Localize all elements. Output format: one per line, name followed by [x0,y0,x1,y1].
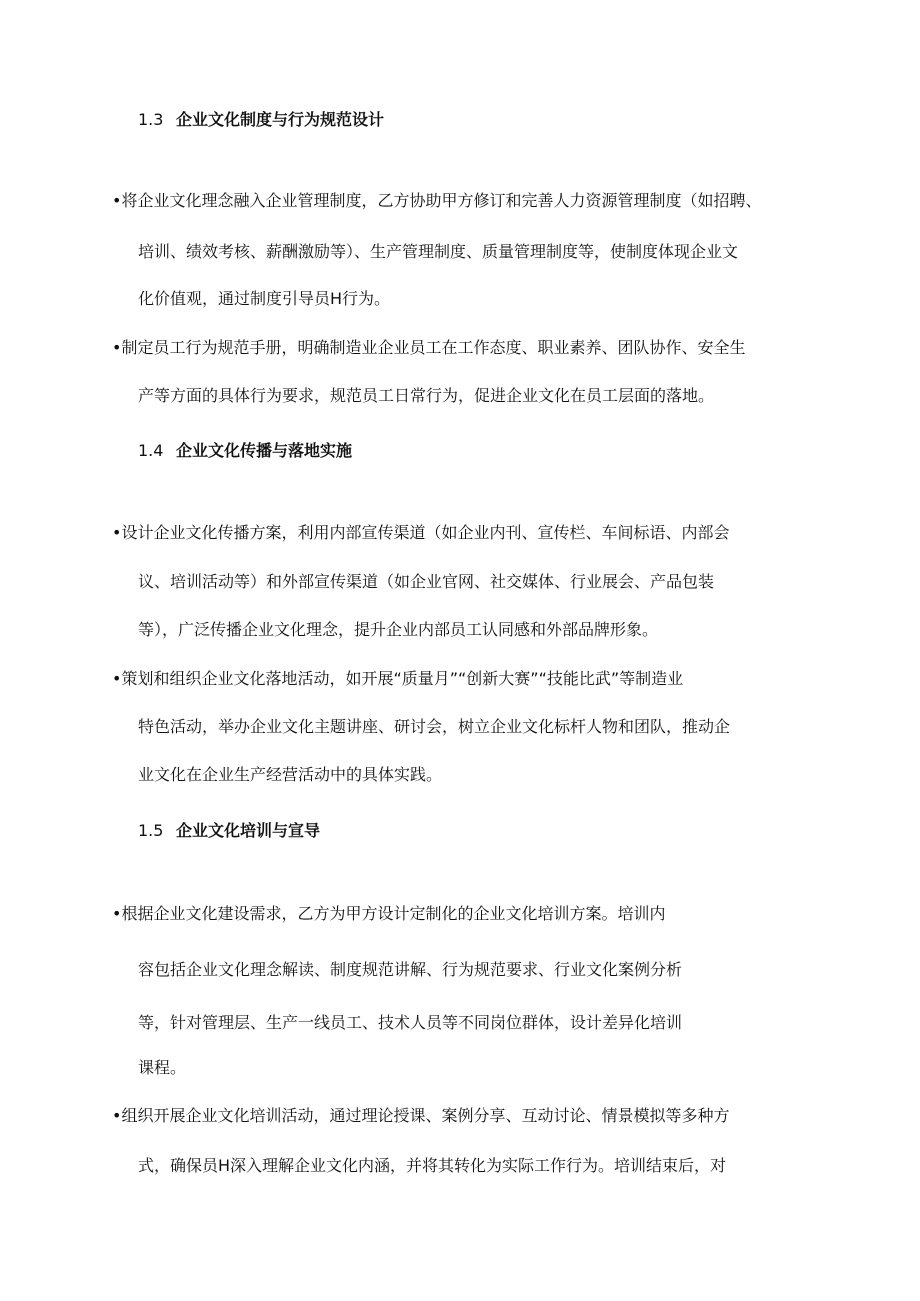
paragraph-line: 业文化在企业生产经营活动中的具体实践。 [138,765,443,784]
paragraph-line: 容包括企业文化理念解读、制度规范讲解、行为规范要求、行业文化案例分析 [138,960,683,979]
paragraph-line: 议、培训活动等）和外部宣传渠道（如企业官网、社交媒体、行业展会、产品包装 [138,572,715,591]
paragraph-line: •组织开展企业文化培训活动，通过理论授课、案例分享、互动讨论、情景模拟等多种方 [112,1106,730,1125]
paragraph-line: 课程。 [138,1058,187,1077]
paragraph-line: 式，确保员H深入理解企业文化内涵，并将其转化为实际工作行为。培训结束后，对 [138,1156,727,1175]
paragraph-line: 等），广泛传播企业文化理念，提升企业内部员工认同感和外部品牌形象。 [138,620,659,639]
section-heading-1-4 [138,438,352,461]
paragraph-line: 产等方面的具体行为要求，规范员工日常行为，促进企业文化在员工层面的落地。 [138,386,715,405]
paragraph-line: •设计企业文化传播方案，利用内部宣传渠道（如企业内刊、宣传栏、车间标语、内部会 [112,523,730,542]
paragraph-line: 化价值观，通过制度引导员H行为。 [138,289,391,308]
paragraph-line: •将企业文化理念融入企业管理制度，乙方协助甲方修订和完善人力资源管理制度（如招聘、 [112,191,762,210]
section-heading-1-5 [138,818,320,841]
paragraph-line: •根据企业文化建设需求，乙方为甲方设计定制化的企业文化培训方案。培训内 [112,904,666,923]
paragraph-line: 培训、绩效考核、薪酬激励等）、生产管理制度、质量管理制度等，使制度体现企业文 [138,242,739,261]
section-number: 1.5 [138,821,164,840]
section-number: 1.3 [138,110,164,129]
section-title: 企业文化制度与行为规范设计 [176,110,385,129]
paragraph-line: 等，针对管理层、生产一线员工、技术人员等不同岗位群体，设计差异化培训 [138,1013,683,1032]
paragraph-line: •策划和组织企业文化落地活动，如开展“质量月”“创新大赛”“技能比武”等制造业 [112,669,684,688]
section-title: 企业文化培训与宣导 [176,821,321,840]
paragraph-line: •制定员工行为规范手册，明确制造业企业员工在工作态度、职业素养、团队协作、安全生 [112,338,746,357]
paragraph-line: 特色活动，举办企业文化主题讲座、研讨会，树立企业文化标杆人物和团队，推动企 [138,717,731,736]
section-heading-1-3 [138,107,384,130]
section-title: 企业文化传播与落地实施 [176,441,353,460]
section-number: 1.4 [138,441,164,460]
